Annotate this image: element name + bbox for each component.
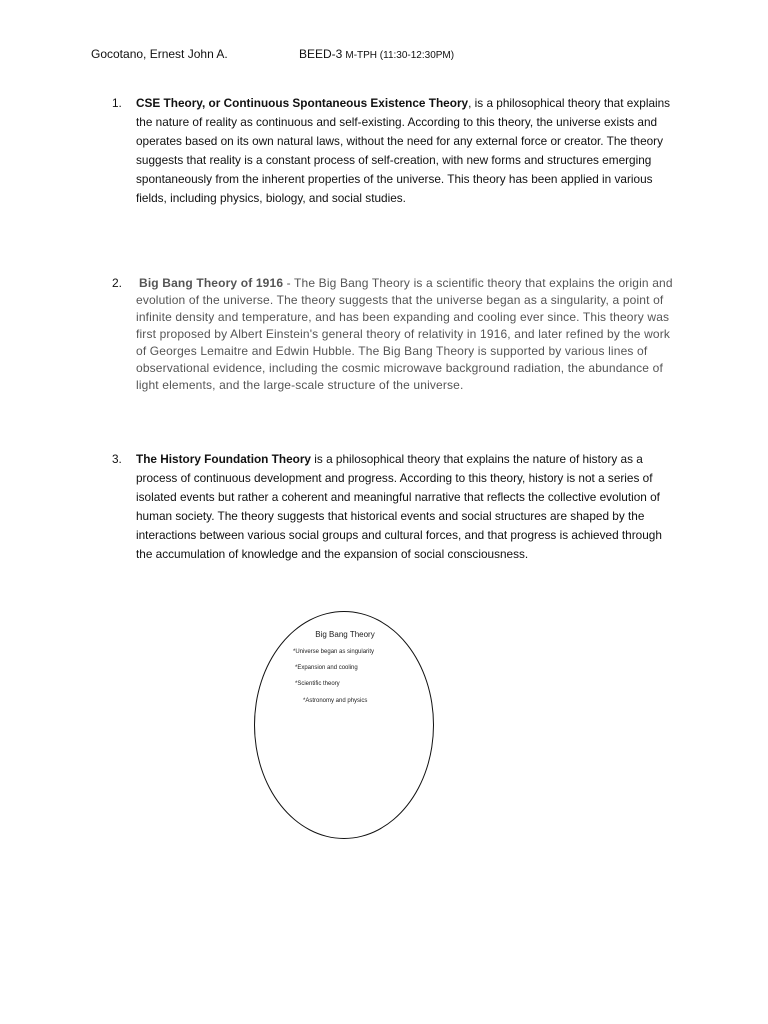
diagram-note: *Expansion and cooling [295,665,358,671]
item-number: 2. [112,276,123,290]
item-lead: The History Foundation Theory [136,452,311,466]
item-paragraph [136,450,674,564]
item-lead: CSE Theory, or Continuous Spontaneous Existence Theory [136,96,469,110]
student-name: Gocotano, Ernest John A. [91,47,228,61]
item-number: 3. [112,452,122,466]
item-text: - The Big Bang Theory is a scientific theory that explains the origin and evolution of the universe. The theory suggests that the universe began as a singularity, a point of infinite density and temperature, and has been expanding and cooling ever since. This theory was first proposed by Albert Einstein's general theory of relativity in 1916, and later refined by the work of Georges Lemaitre and Edwin Hubble. The Big Bang Theory is supported by various lines of observational evidence, including the cosmic microwave background radiation, the abundance of light elements, and the large-scale structure of the universe. [136,276,673,392]
diagram-note: *Scientific theory [295,681,340,687]
diagram-circle [254,611,434,839]
diagram-note: *Astronomy and physics [303,698,368,704]
diagram-title: Big Bang Theory [315,630,375,639]
item-paragraph [136,275,674,394]
class-schedule: M-TPH (11:30-12:30PM) [345,50,455,61]
diagram-note: *Universe began as singularity [293,649,375,655]
item-text: , is a philosophical theory that explains the nature of reality as continuous and self-existing. According to this theory, the universe exists and operates based on its own natural laws, without the need for any external force or creator. The theory suggests that reality is a constant process of self-creation, with new forms and structures emerging spontaneously from the inherent properties of the universe. This theory has been applied in various fields, including physics, biology, and social studies. [136,96,671,205]
course-code: BEED-3 [299,47,343,61]
item-paragraph [136,94,674,207]
item-number: 1. [112,96,122,110]
item-lead: Big Bang Theory of 1916 [139,276,284,290]
document-header [91,47,454,61]
item-text: is a philosophical theory that explains the nature of history as a process of continuous development and progress. According to this theory, history is not a series of isolated events but rather a coherent and meaningful narrative that reflects the collective evolution of human society. The theory suggests that historical events and social structures are shaped by the interactions between various social groups and cultural forces, and that progress is achieved through the accumulation of knowledge and the expansion of social consciousness. [136,452,662,561]
